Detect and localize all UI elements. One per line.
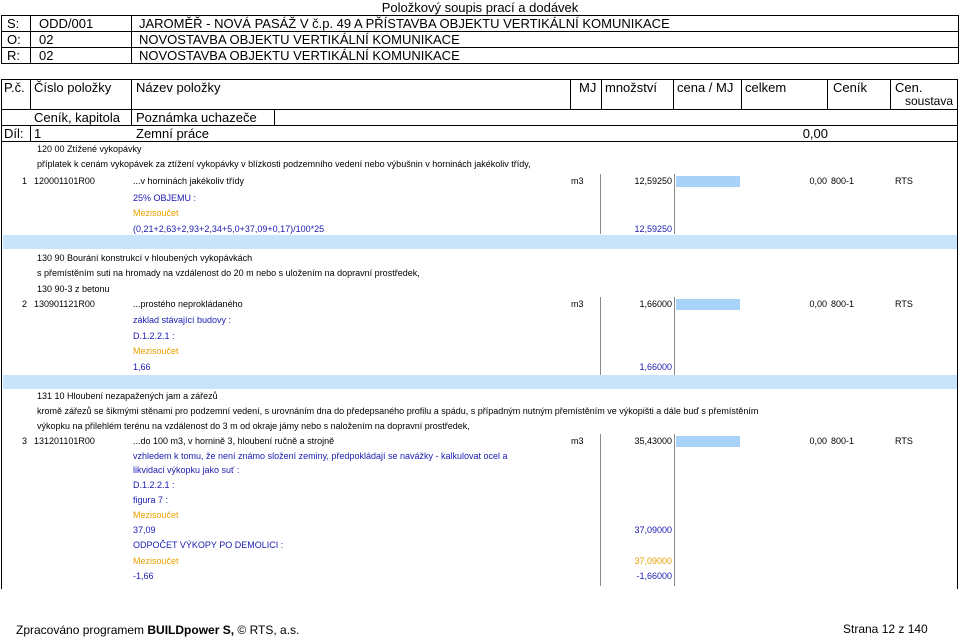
column-divider bbox=[741, 79, 742, 109]
header-code: 02 bbox=[39, 32, 54, 47]
col-celkem: celkem bbox=[745, 80, 787, 95]
column-divider bbox=[601, 79, 602, 109]
item-cenik: 800-1 bbox=[831, 299, 855, 309]
dil-label: Díl: bbox=[4, 126, 24, 141]
dil-number: 1 bbox=[34, 126, 42, 141]
price-input-cell[interactable] bbox=[676, 176, 740, 187]
note-line: Mezisoučet bbox=[133, 208, 179, 218]
page-title: Položkový soupis prací a dodávek bbox=[381, 0, 579, 15]
section-description: s přemístěním suti na hromady na vzdálenost do 20 m nebo s uložením na dopravní prostředek, bbox=[37, 268, 420, 278]
note-line: ODPOČET VÝKOPY PO DEMOLICI : bbox=[133, 540, 284, 550]
item-cenik: 800-1 bbox=[831, 436, 855, 446]
section-description: příplatek k cenám vykopávek za ztížení vykopávky v blízkosti podzemního vedení nebo výbušnin v horninách jakékoliv třídy, bbox=[37, 159, 531, 169]
column-divider bbox=[827, 79, 828, 109]
item-total: 0,00 bbox=[809, 436, 827, 446]
note-value: 37,09000 bbox=[634, 525, 672, 535]
col-soustava: soustava bbox=[905, 94, 954, 108]
column-divider bbox=[570, 79, 571, 109]
header-name: NOVOSTAVBA OBJEKTU VERTIKÁLNÍ KOMUNIKACE bbox=[139, 32, 460, 47]
section-heading: 120 00 Ztížené vykopávky bbox=[37, 144, 142, 154]
header-name: NOVOSTAVBA OBJEKTU VERTIKÁLNÍ KOMUNIKACE bbox=[139, 48, 460, 63]
note-line: 37,09 bbox=[133, 525, 156, 535]
col-cenik: Ceník bbox=[833, 80, 867, 95]
col-cena: cena / MJ bbox=[677, 80, 734, 95]
header-label: S: bbox=[7, 16, 20, 31]
column-divider bbox=[890, 79, 891, 109]
item-soustava: RTS bbox=[895, 436, 913, 446]
col-cenik-kapitola: Ceník, kapitola bbox=[34, 110, 120, 125]
note-line: základ stávající budovy : bbox=[133, 315, 232, 325]
col-cislo: Číslo položky bbox=[34, 80, 112, 95]
note-line: likvidaci výkopku jako suť : bbox=[133, 465, 240, 475]
item-code: 131201101R00 bbox=[34, 436, 95, 446]
item-qty: 1,66000 bbox=[639, 299, 672, 309]
footer-page-number: Strana 12 z 140 bbox=[843, 622, 928, 636]
note-line: D.1.2.2.1 : bbox=[133, 480, 175, 490]
col-cen: Cen. bbox=[895, 80, 923, 95]
section-separator-bar bbox=[3, 235, 957, 249]
header-label: O: bbox=[7, 32, 21, 47]
footer-left bbox=[16, 623, 299, 637]
footer-prefix: Zpracováno programem bbox=[16, 623, 148, 637]
item-total: 0,00 bbox=[809, 176, 827, 186]
note-value: 37,09000 bbox=[634, 556, 672, 566]
item-name: ...do 100 m3, v hornině 3, hloubení ručně a strojně bbox=[133, 436, 335, 446]
section-description: kromě zářezů se šikmými stěnami pro podzemní vedení, s urovnáním dna do předepsaného profilu a spádu, s případným nutným přemístěním ve výkopišti a dále buď s přemístěním bbox=[37, 406, 759, 416]
note-line: vzhledem k tomu, že není známo složení zeminy, předpokládají se navážky - kalkulovat ocel a bbox=[133, 451, 508, 461]
header-label: R: bbox=[7, 48, 20, 63]
note-line: Mezisoučet bbox=[133, 346, 179, 356]
item-mj: m3 bbox=[571, 299, 584, 309]
item-soustava: RTS bbox=[895, 299, 913, 309]
header-divider bbox=[30, 15, 31, 64]
header-row-o bbox=[1, 31, 959, 48]
col-mj: MJ bbox=[579, 80, 597, 95]
column-divider bbox=[274, 109, 275, 125]
note-line: Mezisoučet bbox=[133, 556, 179, 566]
table-left-border bbox=[1, 79, 2, 589]
col-pc: P.č. bbox=[4, 80, 25, 95]
item-code: 120001101R00 bbox=[34, 176, 95, 186]
note-line: (0,21+2,63+2,93+2,34+5,0+37,09+0,17)/100*25 bbox=[133, 224, 325, 234]
qty-divider bbox=[674, 174, 675, 234]
header-code: 02 bbox=[39, 48, 54, 63]
item-pc: 1 bbox=[22, 176, 28, 186]
item-name: ...prostého neprokládaného bbox=[133, 299, 243, 309]
item-total: 0,00 bbox=[809, 299, 827, 309]
item-mj: m3 bbox=[571, 436, 584, 446]
dil-name: Zemní práce bbox=[136, 126, 209, 141]
column-divider bbox=[30, 79, 31, 109]
header-name: JAROMĚŘ - NOVÁ PASÁŽ V č.p. 49 A PŘÍSTAVBA OBJEKTU VERTIKÁLNÍ KOMUNIKACE bbox=[139, 16, 670, 31]
note-value: 1,66000 bbox=[639, 362, 672, 372]
qty-divider bbox=[674, 297, 675, 375]
dil-total: 0,00 bbox=[802, 126, 828, 141]
section-heading: 130 90 Bourání konstrukcí v hloubených vykopávkách bbox=[37, 253, 253, 263]
col-poznamka: Poznámka uchazeče bbox=[136, 110, 257, 125]
section-separator-bar bbox=[3, 375, 957, 389]
item-code: 130901121R00 bbox=[34, 299, 95, 309]
column-divider bbox=[131, 79, 132, 125]
footer-company: © RTS, a.s. bbox=[234, 623, 300, 637]
item-soustava: RTS bbox=[895, 176, 913, 186]
col-nazev: Název položky bbox=[136, 80, 221, 95]
header-row-r bbox=[1, 47, 959, 64]
note-line: D.1.2.2.1 : bbox=[133, 331, 175, 341]
price-input-cell[interactable] bbox=[676, 299, 740, 310]
note-value: -1,66000 bbox=[636, 571, 672, 581]
note-line: -1,66 bbox=[133, 571, 154, 581]
note-line: Mezisoučet bbox=[133, 510, 179, 520]
column-divider bbox=[673, 79, 674, 109]
note-line: 1,66 bbox=[133, 362, 151, 372]
note-line: 25% OBJEMU : bbox=[133, 193, 197, 203]
header-row-s bbox=[1, 15, 959, 32]
note-value: 12,59250 bbox=[634, 224, 672, 234]
footer-program: BUILDpower S, bbox=[147, 623, 235, 637]
column-divider bbox=[30, 125, 31, 141]
item-mj: m3 bbox=[571, 176, 584, 186]
item-name: ...v horninách jakékoliv třídy bbox=[133, 176, 245, 186]
table-right-border bbox=[957, 79, 958, 589]
item-pc: 3 bbox=[22, 436, 28, 446]
dil-bottom-border bbox=[1, 141, 958, 142]
item-cenik: 800-1 bbox=[831, 176, 855, 186]
header-code: ODD/001 bbox=[39, 16, 94, 31]
price-input-cell[interactable] bbox=[676, 436, 740, 447]
section-description: 130 90-3 z betonu bbox=[37, 284, 110, 294]
section-heading: 131 10 Hloubení nezapažených jam a zářezů bbox=[37, 391, 218, 401]
item-qty: 12,59250 bbox=[634, 176, 672, 186]
col-mnozstvi: množství bbox=[605, 80, 658, 95]
note-line: figura 7 : bbox=[133, 495, 169, 505]
item-pc: 2 bbox=[22, 299, 28, 309]
header-divider bbox=[131, 15, 132, 64]
section-description: výkopku na přilehlém terénu na vzdálenost do 3 m od okraje jámy nebo s naložením na dopravní prostředek, bbox=[37, 421, 470, 431]
qty-divider bbox=[674, 434, 675, 586]
item-qty: 35,43000 bbox=[634, 436, 672, 446]
